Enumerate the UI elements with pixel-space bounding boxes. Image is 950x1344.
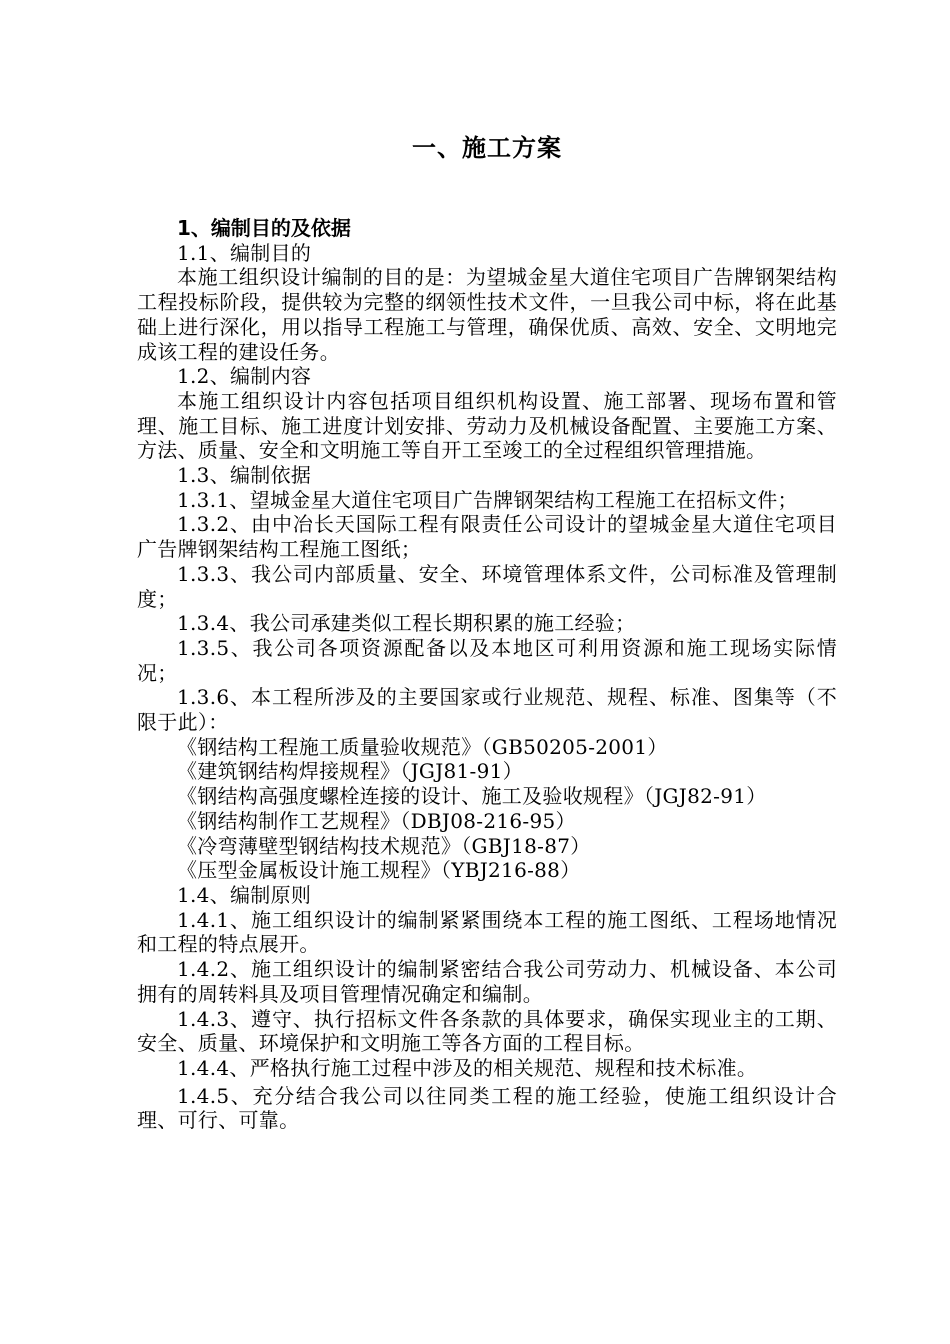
document-page (137, 128, 837, 1133)
standard-reference: 《钢结构高强度螺栓连接的设计、施工及验收规程》（JGJ82-91） (177, 784, 767, 809)
list-item: 1.3.1、望城金星大道住宅项目广告牌钢架结构工程施工在招标文件； (177, 487, 798, 512)
page-title: 一、施工方案 (412, 134, 562, 162)
list-item: 1.3.2、由中冶长天国际工程有限责任公司设计的望城金星大道住宅项目广告牌钢架结构工程施工图纸； (137, 512, 837, 562)
list-item: 1.3.3、我公司内部质量、安全、环境管理体系文件，公司标准及管理制度； (137, 561, 837, 611)
paragraph: 本施工组织设计内容包括项目组织机构设置、施工部署、现场布置和管理、施工目标、施工进度计划安排、劳动力及机械设备配置、主要施工方案、方法、质量、安全和文明施工等自开工至竣工的全过程组织管理措施。 (137, 388, 837, 463)
standard-reference: 《压型金属板设计施工规程》（YBJ216-88） (177, 858, 581, 883)
paragraph: 本施工组织设计编制的目的是：为望城金星大道住宅项目广告牌钢架结构工程投标阶段，提供较为完整的纲领性技术文件，一旦我公司中标，将在此基础上进行深化，用以指导工程施工与管理，确保优质、高效、安全、文明地完成该工程的建设任务。 (137, 265, 837, 364)
list-item: 1.4.2、施工组织设计的编制紧密结合我公司劳动力、机械设备、本公司拥有的周转料具及项目管理情况确定和编制。 (137, 957, 837, 1006)
standard-reference: 《钢结构工程施工质量验收规范》（GB50205-2001） (177, 734, 668, 759)
list-item: 1.3.6、本工程所涉及的主要国家或行业规范、规程、标准、图集等（不限于此）： (137, 685, 837, 735)
list-item: 1.4.4、严格执行施工过程中涉及的相关规范、规程和技术标准。 (177, 1055, 758, 1080)
standard-reference: 《建筑钢结构焊接规程》（JGJ81-91） (177, 759, 523, 784)
list-item: 1.4.5、充分结合我公司以往同类工程的施工经验，使施工组织设计合理、可行、可靠。 (137, 1083, 837, 1133)
section-heading: 1、编制目的及依据 (177, 216, 351, 240)
subsection-label: 1.3、编制依据 (177, 463, 312, 488)
list-item: 1.4.3、遵守、执行招标文件各条款的具体要求，确保实现业主的工期、安全、质量、环境保护和文明施工等各方面的工程目标。 (137, 1006, 837, 1056)
list-item: 1.3.5、我公司各项资源配备以及本地区可利用资源和施工现场实际情况； (137, 635, 837, 685)
list-item: 1.4.1、施工组织设计的编制紧紧围绕本工程的施工图纸、工程场地情况和工程的特点展开。 (137, 907, 837, 957)
subsection-label: 1.4、编制原则 (177, 882, 312, 907)
standard-reference: 《钢结构制作工艺规程》（DBJ08-216-95） (177, 808, 576, 833)
list-item: 1.3.4、我公司承建类似工程长期积累的施工经验； (177, 611, 636, 636)
subsection-label: 1.2、编制内容 (177, 364, 312, 389)
subsection-label: 1.1、编制目的 (177, 240, 312, 265)
standard-reference: 《冷弯薄壁型钢结构技术规范》（GBJ18-87） (177, 833, 591, 858)
